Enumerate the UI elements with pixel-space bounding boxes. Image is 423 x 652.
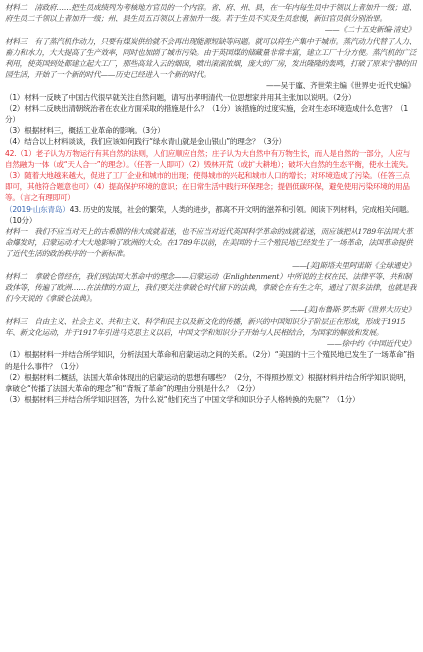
b-material-1: 材料一 我们不应当对天上的古希腊的伟大成就着迷，也不应当对近代英国科学革命的成就着迷，而应该把从1789年法国大革命爆发时，启蒙运动才大大地影响了欧洲的大众。在1789年以前，在美国的十三个殖民地已经发生了一场革命，法国革命提供了近代生活的政治秩序的一个新标准。 — [5, 227, 413, 259]
b-material-3-source: ——徐中约《中国近代史》 — [326, 339, 415, 349]
material-2: 材料二 清政府……把生员成绩列为考核地方官员的一个内容。省、府、州、县，在一年内每生员中于领以上者加升一级；道、府生员二千领以上者加升一级；州、县生员五百领以上者加升一级。若于生员不实及生员怠慢，新旧官员俱分别治罪。 — [5, 3, 417, 24]
b-material-2: 材料二 拿破仑曾经在，我们到法国大革命中的理念——启蒙运动（Enlightenment）中所说的主权在民、法律平等、共和制政体等，传遍了欧洲……在法律的方面上，我们要关注拿破仑时代留下的法典，拿破仑在有生之年，通过了很多法律，也就是我们今天说的《拿破仑法典》。 — [5, 271, 417, 304]
answer-42: 42.（1）老子认为万物运行有其自然的法则，人们应顺应自然；庄子认为大自然中有万物生长，而人是自然的一部分，人应与自然融为一体（或“天人合一”的理念）。（任答一人即可）（2）毁林开荒（或扩大耕地）；破坏大自然的生态平衡，使水土流失。（3）随着大地越来越大，促进了工厂企业和城市的出现；使得城市的兴起和城市人口的增长；对环境造成了污染。（任答三点即可，其他符合题意也可）（4）提高保护环境的意识；在日常生活中践行环保理念；提倡低碳环保，避免使用污染环境的用品等。（言之有理即可） — [5, 148, 413, 203]
material-3: 材料三 有了蒸汽机作动力，只要有煤炭供给就不会再出现能源短缺等问题。就可以将生产集中于城市。蒸汽动力代替了人力、畜力和水力，大大提高了生产效率，同时也加剧了城市污染。由于英国煤的储藏量非常丰富，建立工厂十分方便。蒸汽机的广泛利用，使英国到处都建立起大工厂，那些高耸入云的烟囱，喷出滚滚浓烟，庞大的厂房，发出隆隆的轰鸣，打破了原来宁静的田园生活，开始了一个新的时代——历史已经进入一个新的时代。 — [5, 36, 417, 80]
question-43-source-tag: （2019·山东青岛） — [5, 204, 70, 214]
question-43-intro — [5, 204, 417, 226]
question-4: （4）结合以上材料谈谈，我们应该如何践行“绿水青山就是金山银山”的理念？（3分） — [5, 137, 286, 147]
question-3: （3）根据材料三，概括工业革命的影响。（3分） — [5, 126, 165, 136]
question-43-text: 43. 历史的发展，社会的繁荣，人类的进步，都离不开文明的滋养和引领。阅读下列材料，完成相关问题。（10分） — [5, 204, 414, 225]
b-material-3: 材料三 自由主义、社会主义、共和主义、科学和民主以及新文化的传播，新兴的中国知识分子阶层正在形成，形成于1915年、新文化运动，并于1917年引进马克思主义以后，中国文学和知识分子开始与人民相结合，为国家的解放和发展。 — [5, 316, 406, 337]
sub-question-3: （3）根据材料三并结合所学知识回答，为什么说“他们充当了中国文学和知识分子人格转换的先驱”？（1分） — [5, 395, 360, 405]
b-material-1-source: ——[美]斯塔夫里阿诺斯《全球通史》 — [292, 260, 415, 270]
question-1: （1）材料一反映了中国古代很早就关注自然问题，请写出孝明清代一位思想家并用其主张加以说明。（2分） — [5, 92, 356, 102]
sub-question-2: （2）根据材料二概括，法国大革命体现出的启蒙运动的思想有哪些？（2分，不得照抄原文）根据材料并结合所学知识说明，拿破仑“传播了法国大革命的理念”和“背叛了革命”的理由分别是什么？（2分） — [5, 372, 411, 393]
b-material-2-source: ——[美]布鲁斯·罗杰斯《世界大历史》 — [289, 305, 415, 315]
material-2-source: ——《二十五史新编·清史》 — [324, 25, 415, 35]
sub-question-1: （1）根据材料一并结合所学知识，分析法国大革命和启蒙运动之间的关系。（2分）“美国的十三个殖民地已发生了一场革命”指的是什么事件？（1分） — [5, 350, 415, 371]
question-2: （2）材料二反映出清朝统治者在农业方面采取的措施是什么？（1分）该措施的过度实施，会对生态环境造成什么危害？（1分） — [5, 103, 408, 125]
material-3-source: ——吴于廑、齐世荣主编《世界史·近代史编》 — [265, 81, 415, 91]
